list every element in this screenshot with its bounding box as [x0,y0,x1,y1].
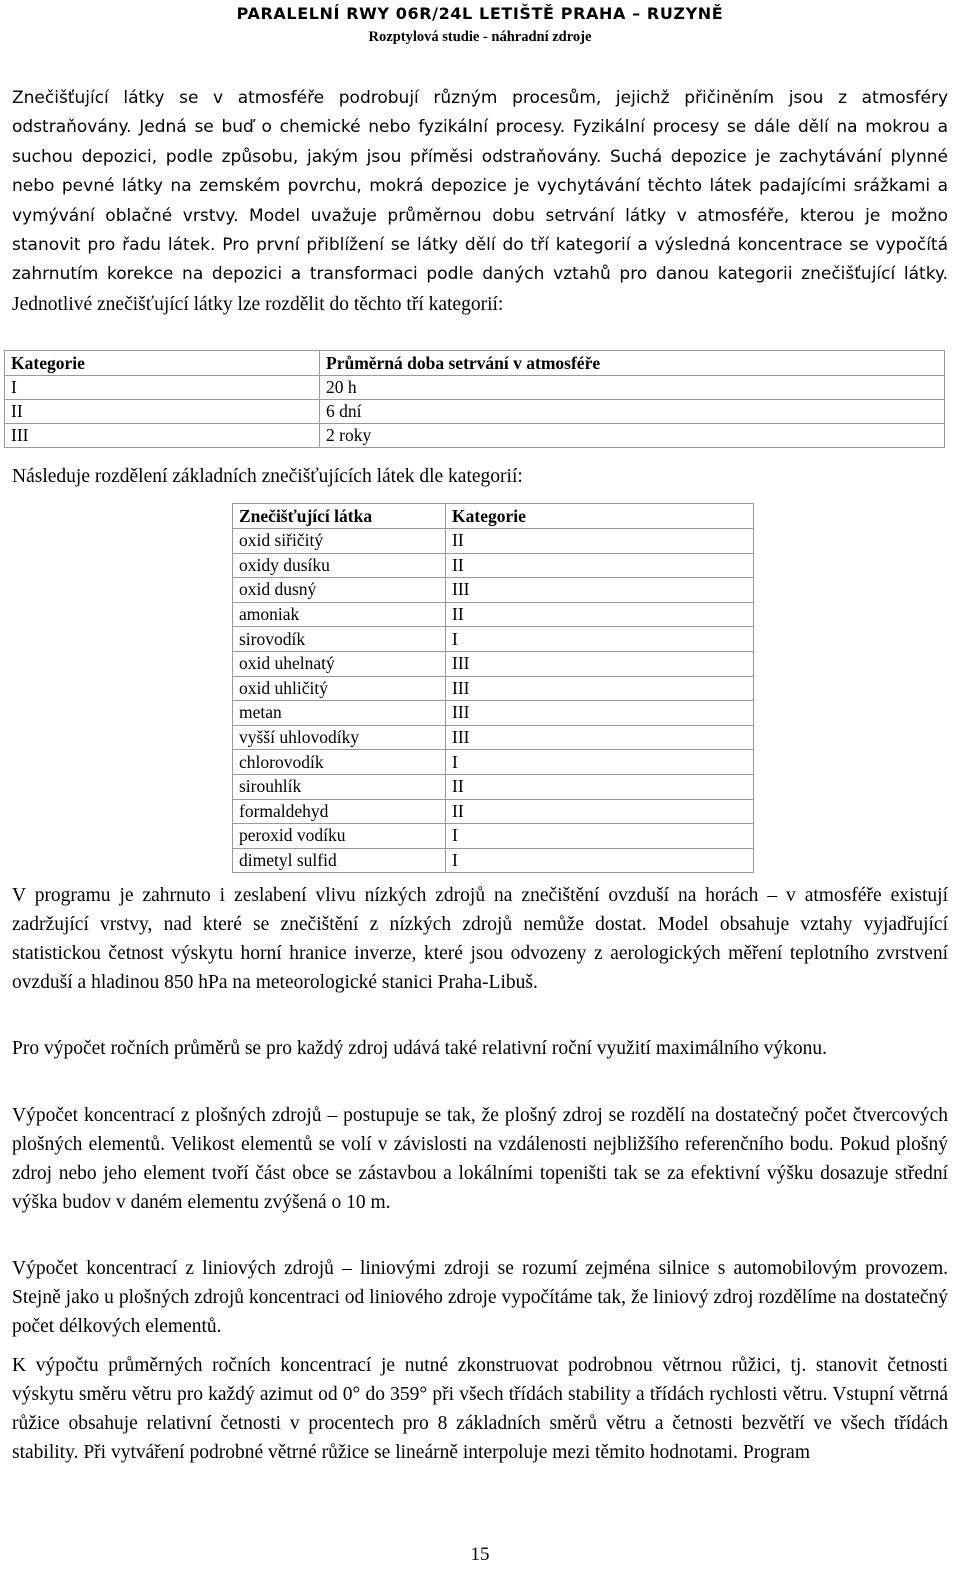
table-cell: oxid dusný [233,578,446,603]
table-row [233,701,754,726]
pollutant-table [232,503,754,873]
table-row [233,627,754,652]
table-row [233,750,754,775]
table-row [5,400,945,424]
table-header-row [233,504,754,529]
table-row [233,848,754,873]
paragraph-annual: Pro výpočet ročních průměrů se pro každý zdroj udává také relativní roční využití maximálního výkonu. [12,1038,827,1059]
table-cell: I [446,750,754,775]
table-cell: oxid uhelnatý [233,651,446,676]
table-cell: sirouhlík [233,774,446,799]
table-cell: oxid siřičitý [233,529,446,554]
table-row [233,651,754,676]
table-cell: chlorovodík [233,750,446,775]
table-cell: II [5,400,320,424]
paragraph-area-sources: Výpočet koncentrací z plošných zdrojů – postupuje se tak, že plošný zdroj se rozdělí na dostatečný počet čtvercových plošných elementů. Velikost elementů se volí v závislosti na vzdálenosti nejbližšího referenčního bodu. Pokud plošný zdroj nebo jeho element tvoří část obce se zástavbou a lokálními topeništi tak se za efektivní výšku dosazuje střední výška budov v daném elementu zvýšená o 10 m. [12,1105,948,1213]
table-row [5,424,945,448]
table-header-cell: Kategorie [5,351,320,376]
table-cell: oxidy dusíku [233,553,446,578]
table-cell: III [446,676,754,701]
table-cell: vyšší uhlovodíky [233,725,446,750]
table-cell: formaldehyd [233,799,446,824]
table-cell: amoniak [233,602,446,627]
table-cell: II [446,602,754,627]
table-cell: sirovodík [233,627,446,652]
table-cell: III [446,725,754,750]
table-cell: II [446,774,754,799]
table-cell: 2 roky [320,424,945,448]
table-cell: III [446,651,754,676]
table-row [233,799,754,824]
table-cell: peroxid vodíku [233,824,446,849]
table-cell: 20 h [320,376,945,400]
table-cell: III [446,578,754,603]
page-number: 15 [470,1544,490,1565]
header-title: PARALELNÍ RWY 06R/24L LETIŠTĚ PRAHA – RUZYNĚ [236,4,724,23]
table-cell: I [446,627,754,652]
table-cell: oxid uhličitý [233,676,446,701]
table-cell: III [446,701,754,726]
table-row [233,774,754,799]
table-cell: 6 dní [320,400,945,424]
table-cell: I [446,824,754,849]
table-row [233,676,754,701]
table-header-cell: Znečišťující látka [233,504,446,529]
table-cell: III [5,424,320,448]
table-cell: I [446,848,754,873]
table-cell: II [446,529,754,554]
table-row [233,725,754,750]
table-row [233,824,754,849]
table-cell: dimetyl sulfid [233,848,446,873]
category-table [4,350,945,448]
table-header-cell: Kategorie [446,504,754,529]
paragraph-intro-b: Pro první přiblížení se látky dělí do tří kategorií a výsledná koncentrace se vypočítá zahrnutím korekce na depozici a transformaci podle daných vztahů pro danou kategorii znečišťující látky. [12,235,948,285]
paragraph-line-sources: Výpočet koncentrací z liniových zdrojů – liniovými zdroji se rozumí zejména silnice s automobilovým provozem. Stejně jako u plošných zdrojů koncentraci od liniového zdroje vypočítáme tak, že liniový zdroj rozdělíme na dostatečný počet délkových elementů. [12,1258,948,1337]
paragraph-mountains: V programu je zahrnuto i zeslabení vlivu nízkých zdrojů na znečištění ovzduší na horách – v atmosféře existují zadržující vrstvy, nad které se znečištění z nízkých zdrojů nemůže dostat. Model obsahuje vztahy vyjadřující statistickou četnost výskytu horní hranice inverze, které jsou odvozeny z aerologických měření teplotního zvrstvení ovzduší a hladinou 850 hPa na meteorologické stanici Praha-Libuš. [12,885,948,993]
paragraph-intro-sans: Znečišťující látky se v atmosféře podrobují různým procesům, jejichž přičiněním jsou z atmosféry odstraňovány. Jedná se buď o chemické nebo fyzikální procesy. Fyzikální procesy se dále dělí na mokrou a suchou depozici, podle způsobu, jakým jsou příměsi odstraňovány. Suchá depozice je zachytávání plynné nebo pevné látky na zemském povrchu, mokrá depozice je vychytávání těchto látek padajícími srážkami a vymývání oblačné vrstvy. Model uvažuje průměrnou dobu setrvání látky v atmosféře, kterou je možno stanovit pro řadu látek. [12,88,948,256]
paragraph-intro-c: Jednotlivé znečišťující látky lze rozdělit do těchto tří kategorií: [12,293,504,315]
table-row [233,553,754,578]
table-header-row [5,351,945,376]
table-row [233,529,754,554]
table-row [233,578,754,603]
table-cell: II [446,553,754,578]
table-cell: metan [233,701,446,726]
paragraph-intro [12,84,948,320]
table-cell: I [5,376,320,400]
following-text: Následuje rozdělení základních znečišťujících látek dle kategorií: [12,466,523,487]
table-row [5,376,945,400]
table-header-cell: Průměrná doba setrvání v atmosféře [320,351,945,376]
header-subtitle: Rozptylová studie - náhradní zdroje [368,29,592,45]
table-row [233,602,754,627]
table-cell: II [446,799,754,824]
paragraph-wind-rose: K výpočtu průměrných ročních koncentrací je nutné zkonstruovat podrobnou větrnou růžici, tj. stanovit četnosti výskytu směru větru pro každý azimut od 0° do 359° při všech třídách stability a třídách rychlosti větru. Vstupní větrná růžice obsahuje relativní četnosti v procentech pro 8 základních směrů větru a četnosti bezvětří ve všech třídách stability. Při vytváření podrobné větrné růžice se lineárně interpoluje mezi těmito hodnotami. Program [12,1355,948,1463]
